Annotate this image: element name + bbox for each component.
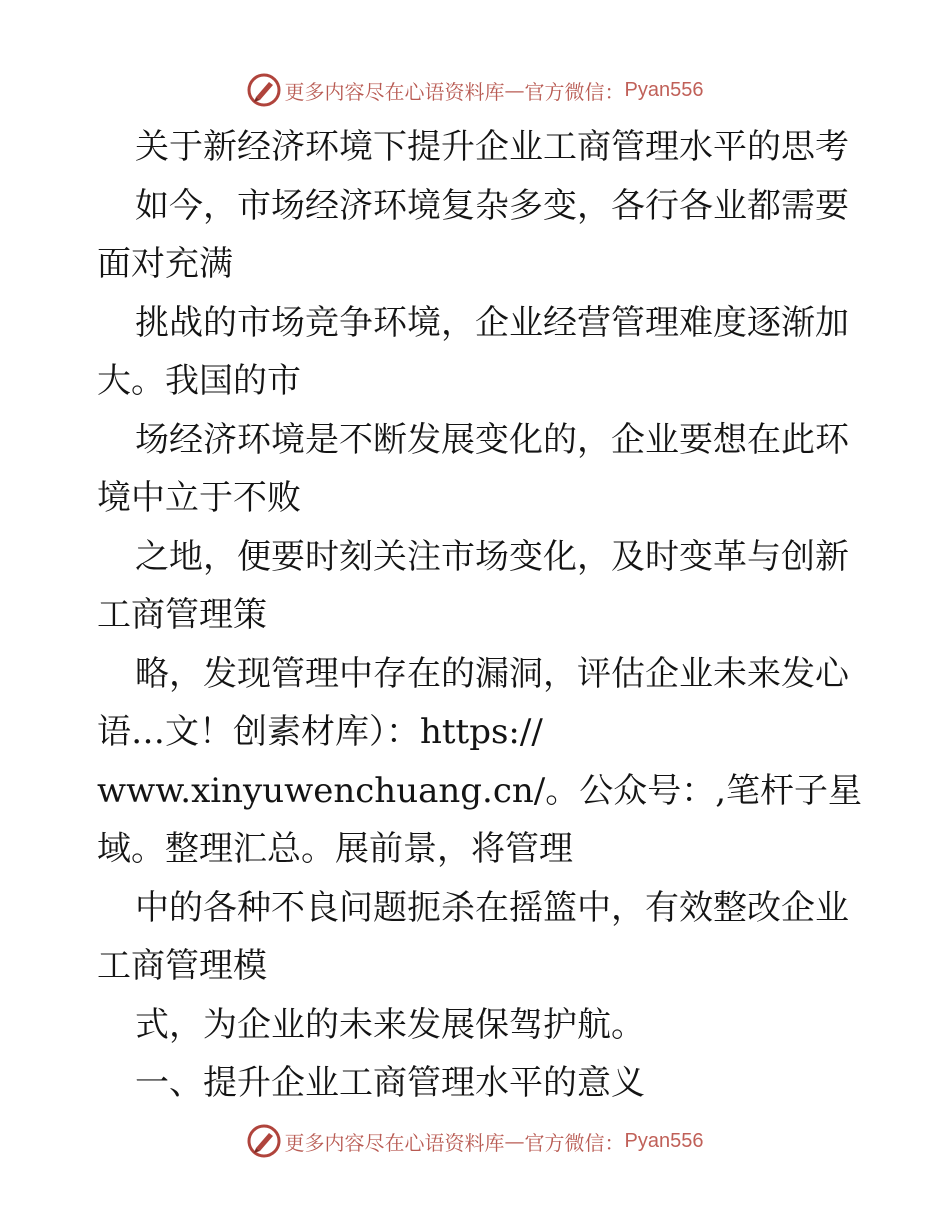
doc-line: 境中立于不败 bbox=[97, 478, 301, 518]
doc-line: 中的各种不良问题扼杀在摇篮中，有效整改企业 bbox=[135, 887, 849, 928]
header-watermark-banner bbox=[0, 70, 950, 110]
doc-line: 场经济环境是不断发展变化的，企业要想在此环 bbox=[135, 419, 849, 460]
document-body bbox=[97, 118, 863, 1113]
banner-wechat-label: 官方微信： bbox=[524, 1130, 625, 1155]
banner-dash: — bbox=[504, 78, 525, 102]
doc-line: 挑战的市场竞争环境，企业经营管理难度逐渐加 bbox=[135, 302, 849, 343]
pen-logo-icon bbox=[247, 73, 281, 107]
doc-title: 关于新经济环境下提升企业工商管理水平的思考 bbox=[135, 127, 849, 167]
banner-wechat-label: 官方微信： bbox=[524, 79, 625, 104]
pen-logo-icon bbox=[247, 1124, 281, 1158]
section-heading: 一、提升企业工商管理水平的意义 bbox=[135, 1063, 645, 1103]
banner-dash: — bbox=[504, 1129, 525, 1153]
doc-line: 工商管理模 bbox=[97, 946, 267, 986]
doc-line: 式，为企业的未来发展保驾护航。 bbox=[135, 1004, 645, 1045]
doc-line: 面对充满 bbox=[97, 244, 233, 284]
footer-watermark-banner bbox=[0, 1121, 950, 1161]
banner-main-text: 更多内容尽在心语资料库 bbox=[284, 1130, 505, 1155]
doc-line: 大。我国的市 bbox=[97, 361, 301, 401]
banner-main-text: 更多内容尽在心语资料库 bbox=[284, 79, 505, 104]
doc-line: 工商管理策 bbox=[97, 595, 267, 635]
doc-line: 如今，市场经济环境复杂多变，各行各业都需要 bbox=[135, 185, 849, 226]
doc-line: 域。整理汇总。展前景，将管理 bbox=[97, 829, 573, 869]
banner-wechat-id: Pyan556 bbox=[624, 1129, 704, 1152]
doc-line: 略，发现管理中存在的漏洞，评估企业未来发心 bbox=[135, 653, 849, 694]
doc-line: 之地，便要时刻关注市场变化，及时变革与创新 bbox=[135, 536, 849, 577]
doc-line: 语…文！创素材库）：https:// bbox=[97, 712, 543, 752]
banner-wechat-id: Pyan556 bbox=[624, 78, 704, 101]
doc-line: www.xinyuwenchuang.cn/。公众号：,笔杆子星 bbox=[97, 770, 863, 811]
